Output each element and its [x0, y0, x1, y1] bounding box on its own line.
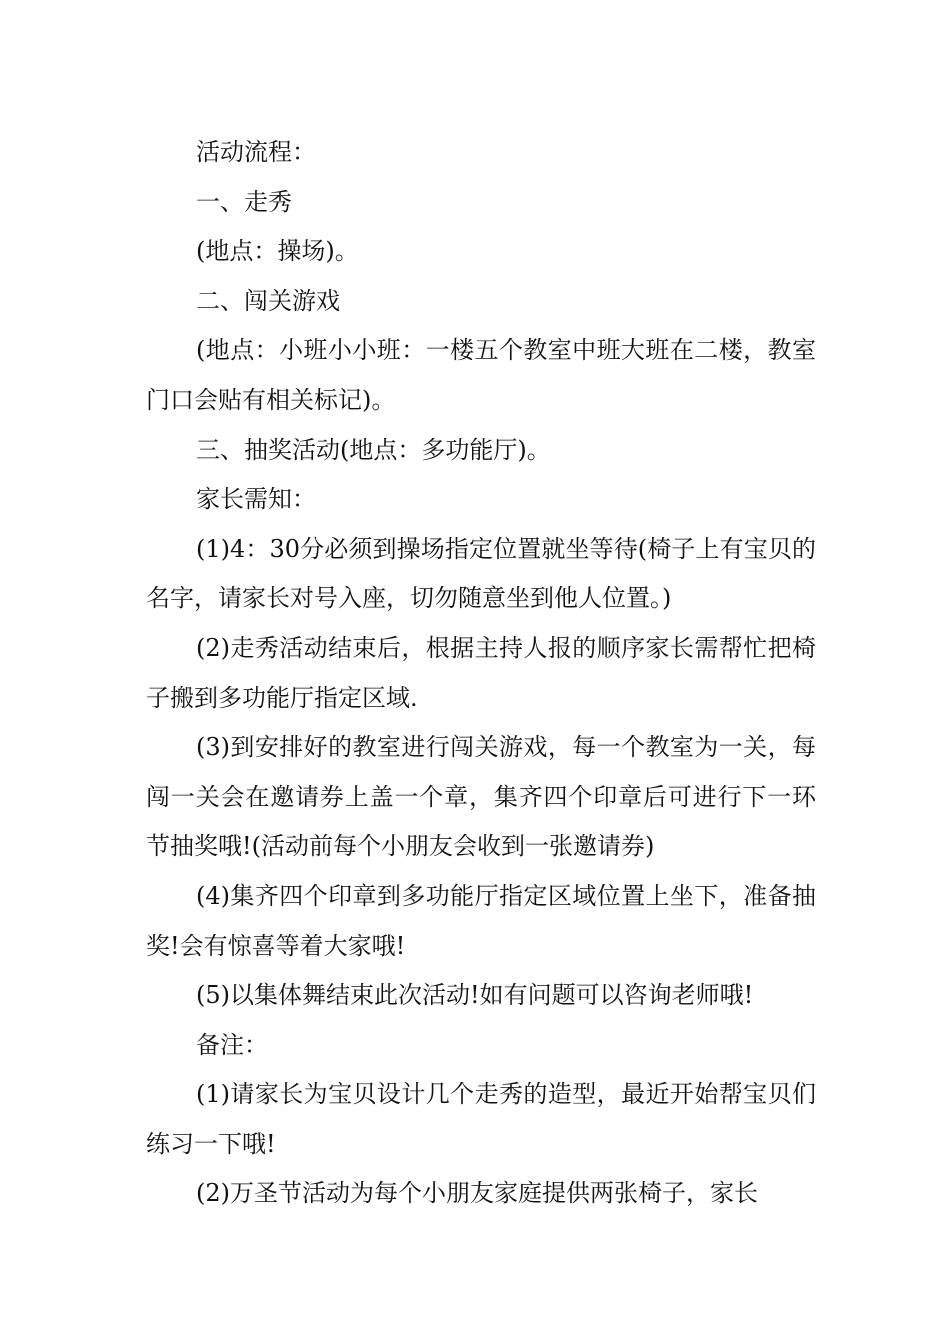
notice-item-1: (1)4：30分必须到操场指定位置就坐等待(椅子上有宝贝的名字，请家长对号入座，切勿随意坐到他人位置。) — [146, 534, 816, 613]
notice-item-2: (2)走秀活动结束后，根据主持人报的顺序家长需帮忙把椅子搬到多功能厅指定区域. — [146, 633, 816, 712]
heading-parent-notice: 家长需知： — [196, 485, 316, 514]
list-item-runway-show: 一、走秀 — [196, 187, 292, 216]
notice-item-3: (3)到安排好的教室进行闯关游戏，每一个教室为一关，每闯一关会在邀请券上盖一个章，集齐四个印章后可进行下一环节抽奖哦!(活动前每个小朋友会收到一张邀请券) — [146, 733, 816, 861]
list-item-challenge-game: 二、闯关游戏 — [196, 286, 340, 315]
list-item-lottery: 三、抽奖活动(地点：多功能厅)。 — [196, 435, 551, 464]
remark-item-1: (1)请家长为宝贝设计几个走秀的造型，最近开始帮宝贝们练习一下哦! — [146, 1080, 816, 1158]
location-note-classrooms: (地点：小班小小班：一楼五个教室中班大班在二楼，教室门口会贴有相关标记)。 — [146, 336, 816, 414]
location-note-playground: (地点：操场)。 — [196, 237, 359, 266]
notice-item-4: (4)集齐四个印章到多功能厅指定区域位置上坐下，准备抽奖!会有惊喜等着大家哦! — [146, 881, 816, 960]
remark-item-2: (2)万圣节活动为每个小朋友家庭提供两张椅子，家长 — [196, 1179, 758, 1208]
heading-activity-flow: 活动流程： — [196, 138, 316, 166]
notice-item-5: (5)以集体舞结束此次活动!如有问题可以咨询老师哦! — [196, 981, 754, 1010]
document-body — [146, 128, 816, 1219]
heading-remarks: 备注： — [196, 1030, 268, 1059]
